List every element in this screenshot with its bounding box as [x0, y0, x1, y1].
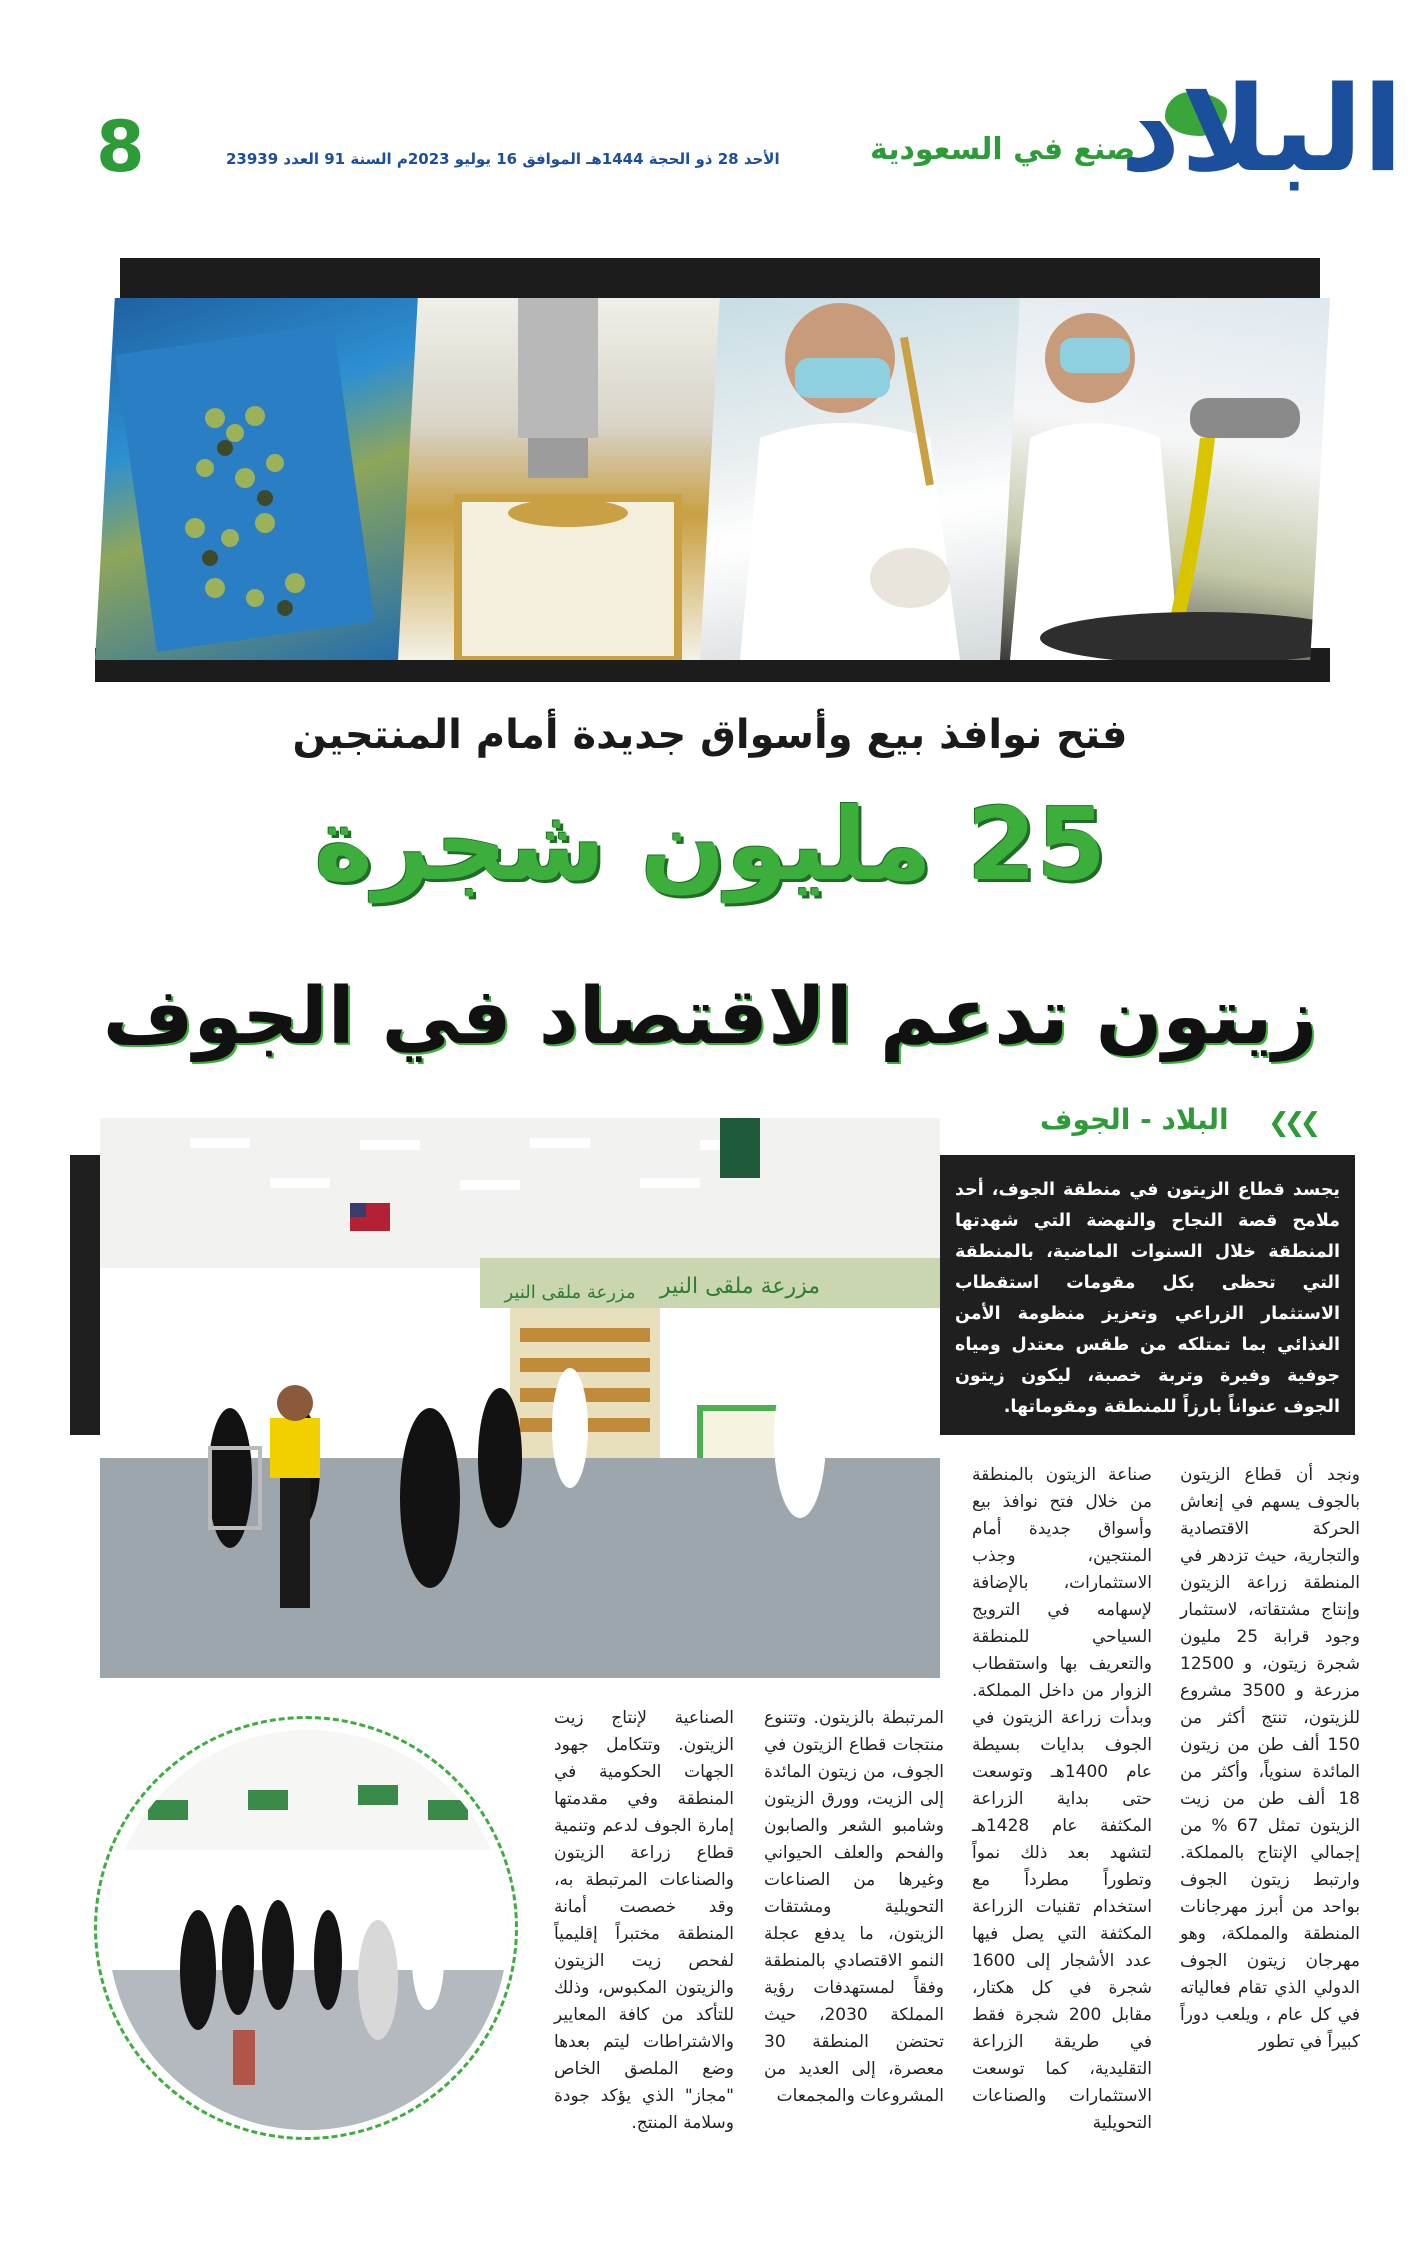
page-number: 8 — [96, 106, 145, 188]
lead-box-bar — [70, 1155, 100, 1435]
photo-strip-top-bar — [120, 258, 1320, 302]
newspaper-logo: البلاد — [1120, 60, 1404, 198]
photo-lab-worker — [700, 298, 1030, 660]
photo-olive-conveyor — [95, 298, 425, 660]
article-subhead: زيتون تدعم الاقتصاد في الجوف — [102, 972, 1318, 1062]
article-byline: البلاد - الجوف — [1040, 1103, 1229, 1136]
article-column-3: المرتبطة بالزيتون. وتتنوع منتجات قطاع الزيتون في الجوف، من زيتون المائدة إلى الزيت، وورق الزيتون وشامبو الشعر والصابون والفحم والعلف الحيواني وغيرها من الصناعات التحويلية ومشتقات الزيتون، ما يدفع عجلة النمو الاقتصادي بالمنطقة وفقاً لمستهدفات رؤية المملكة 2030، حيث تحتضن المنطقة 30 معصرة، إلى العديد من المشروعات والمجمعات — [764, 1708, 944, 2106]
masthead-dateline: الأحد 28 ذو الحجة 1444هـ الموافق 16 يوليو 2023م السنة 91 العدد 23939 — [226, 150, 780, 168]
photo-festival-visitors — [108, 1730, 508, 2130]
byline-chevron-icon: ❮❮❮ — [1268, 1108, 1316, 1138]
masthead-slogan: صنع في السعودية — [870, 132, 1136, 167]
photo-sign-1: مزرعة ملقى النير — [659, 1274, 821, 1299]
photo-sign-2: مزرعة ملقى النير — [504, 1282, 636, 1303]
photo-festival-hall — [100, 1118, 940, 1678]
article-column-2: صناعة الزيتون بالمنطقة من خلال فتح نوافذ بيع وأسواق جديدة أمام المنتجين، وجذب الاستثمارات، بالإضافة لإسهامه في الترويج السياحي للمنطقة والتعريف بها واستقطاب الزوار من داخل المملكة. وبدأت زراعة الزيتون في الجوف بدايات بسيطة عام 1400هـ وتوسعت حتى بداية الزراعة المكثفة عام 1428هـ لتشهد بعد ذلك نمواً وتطوراً مطرداً مع استخدام تقنيات الزراعة المكثفة التي يصل فيها عدد الأشجار إلى 1600 شجرة في كل هكتار، مقابل 200 شجرة فقط في طريقة الزراعة التقليدية، كما توسعت الاستثمارات والصناعات التحويلية — [972, 1465, 1152, 2133]
article-lead: يجسد قطاع الزيتون في منطقة الجوف، أحد ملامح قصة النجاح والنهضة التي شهدتها المنطقة خلال السنوات الماضية، بالمنطقة التي تحظى بكل مقومات استقطاب الاستثمار الزراعي وتعزيز منظومة الأمن الغذائي بما تمتلكه من طقس معتدل ومياه جوفية وفيرة وتربة خصبة، ليكون زيتون الجوف عنواناً بارزاً للمنطقة ومقوماتها. — [955, 1180, 1340, 1417]
photo-oil-pouring — [1000, 298, 1330, 660]
photo-oil-dispenser — [398, 298, 728, 660]
article-headline: 25 مليون شجرة — [313, 786, 1107, 903]
article-column-4: الصناعية لإنتاج زيت الزيتون. وتتكامل جهود الجهات الحكومية في المنطقة وفي مقدمتها إمارة الجوف لدعم وتنمية قطاع زراعة الزيتون والصناعات المرتبطة به، وقد خصصت أمانة المنطقة مختبراً إقليمياً لفحص زيت الزيتون والزيتون المكبوس، وذلك للتأكد من كافة المعايير والاشتراطات ليتم بعدها وضع الملصق الخاص "مجاز" الذي يؤكد جودة وسلامة المنتج. — [554, 1708, 734, 2133]
article-column-1: ونجد أن قطاع الزيتون بالجوف يسهم في إنعاش الحركة الاقتصادية والتجارية، حيث تزدهر في المنطقة زراعة الزيتون وإنتاج مشتقاته، لاستثمار وجود قرابة 25 مليون شجرة زيتون، و 12500 مزرعة و 3500 مشروع للزيتون، تنتج أكثر من 150 ألف طن من زيتون المائدة سنوياً، وأكثر من 18 ألف طن من زيت الزيتون تمثل 67 % من إجمالي الإنتاج بالمملكة. وارتبط زيتون الجوف بواحد من أبرز مهرجانات المنطقة والمملكة، وهو مهرجان زيتون الجوف الدولي الذي تقام فعالياته في كل عام ، ويلعب دوراً كبيراً في تطور — [1180, 1465, 1360, 2052]
article-kicker: فتح نوافذ بيع وأسواق جديدة أمام المنتجين — [292, 712, 1128, 758]
